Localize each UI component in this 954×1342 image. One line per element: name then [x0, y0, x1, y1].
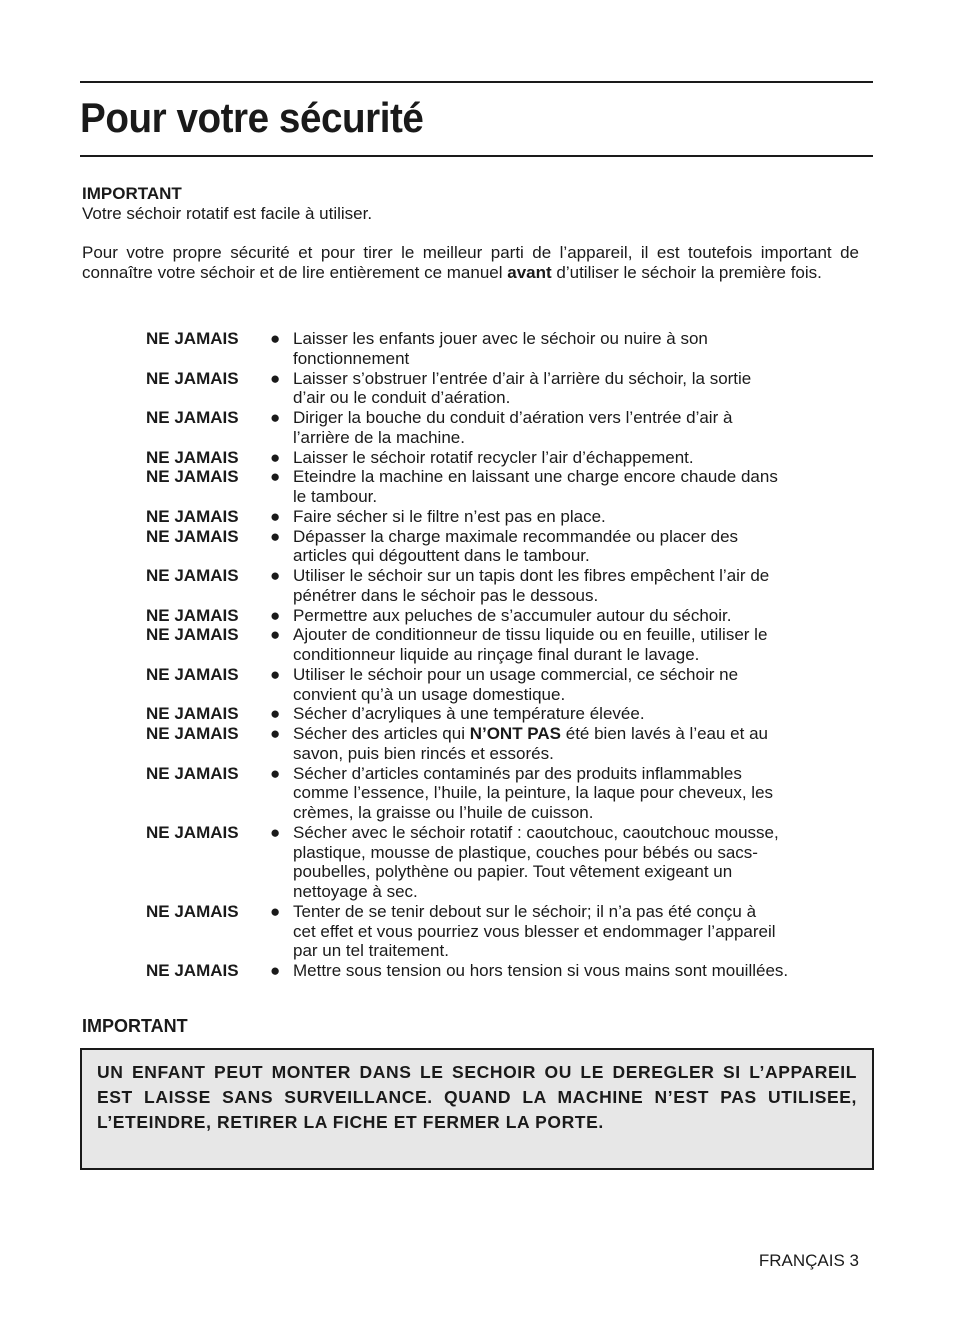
warning-item [146, 704, 870, 724]
bullet-icon: ● [270, 566, 281, 585]
warning-label: NE JAMAIS [146, 526, 239, 546]
warning-item [146, 961, 870, 981]
warning-text: Utiliser le séchoir pour un usage commercial, ce séchoir ne convient qu’à un usage domestique. [293, 664, 739, 704]
warning-item [146, 507, 870, 527]
warning-label: NE JAMAIS [146, 605, 239, 625]
warning-label: NE JAMAIS [146, 763, 239, 783]
warning-label: NE JAMAIS [146, 447, 239, 467]
warning-label: NE JAMAIS [146, 664, 239, 684]
warning-text-end: été bien lavés à l’eau et au savon, puis bien rincés et essorés. [293, 724, 768, 763]
bullet-icon: ● [270, 605, 281, 625]
bullet-icon: ● [270, 329, 281, 348]
intro-paragraph-end: d’utiliser le séchoir la première fois. [551, 263, 822, 282]
bullet-icon: ● [270, 368, 281, 388]
warning-text: Sécher d’acryliques à une température élevée. [293, 704, 645, 724]
page-number: FRANÇAIS 3 [758, 1251, 859, 1270]
warning-item [146, 764, 870, 823]
warning-item [146, 566, 870, 606]
warning-text: Laisser les enfants jouer avec le séchoir ou nuire à son fonctionnement [293, 329, 708, 368]
warning-text: Dépasser la charge maximale recommandée ou placer des articles qui dégouttent dans le tambour. [293, 526, 739, 566]
warning-label: NE JAMAIS [146, 961, 239, 980]
warning-item [146, 823, 870, 902]
bullet-icon: ● [270, 724, 281, 743]
warning-text: Laisser le séchoir rotatif recycler l’air d’échappement. [293, 447, 694, 467]
warning-label: NE JAMAIS [146, 467, 239, 487]
warning-text-emphasis: N’ONT PAS [469, 724, 562, 743]
notice-heading: IMPORTANT [82, 1016, 188, 1036]
warning-label: NE JAMAIS [146, 704, 239, 724]
title-bottom-rule [80, 155, 873, 157]
bullet-icon: ● [270, 822, 281, 842]
warning-label: NE JAMAIS [146, 506, 239, 526]
bullet-icon: ● [270, 506, 281, 526]
bullet-icon: ● [270, 447, 281, 467]
warning-item [146, 665, 870, 705]
warning-item [146, 724, 870, 764]
bullet-icon: ● [270, 526, 281, 546]
warning-item [146, 467, 870, 507]
warning-item [146, 369, 870, 409]
bullet-icon: ● [270, 901, 281, 921]
warning-label: NE JAMAIS [146, 368, 239, 388]
bullet-icon: ● [270, 961, 281, 980]
warning-text-start: Sécher des articles qui [293, 724, 470, 743]
warning-text: Permettre aux peluches de s’accumuler autour du séchoir. [293, 605, 732, 625]
warning-item [146, 329, 870, 369]
child-safety-notice: UN ENFANT PEUT MONTER DANS LE SECHOIR OU LE DEREGLER SI L’APPAREIL EST LAISSE SANS SURVEILLANCE. QUAND LA MACHINE N’EST PAS UTILISEE, L’ETEINDRE, RETIRER LA FICHE ET FERMER LA PORTE. [80, 1048, 874, 1170]
warning-text: Utiliser le séchoir sur un tapis dont les fibres empêchent l’air de pénétrer dans le séchoir pas le dessous. [293, 566, 770, 605]
warning-label: NE JAMAIS [146, 625, 239, 645]
warning-label: NE JAMAIS [146, 408, 239, 427]
warning-label: NE JAMAIS [146, 566, 239, 585]
warning-label: NE JAMAIS [146, 822, 239, 842]
bullet-icon: ● [270, 467, 281, 487]
warning-item [146, 527, 870, 567]
warning-text: Faire sécher si le filtre n’est pas en place. [293, 506, 606, 526]
warning-text: Diriger la bouche du conduit d’aération vers l’entrée d’air à l’arrière de la machine. [293, 408, 733, 447]
intro-paragraph-start: Pour votre propre sécurité et pour tirer le meilleur parti de l’appareil, il est toutefois important de connaître votre séchoir et de lire entièrement ce manuel [82, 243, 859, 282]
intro-heading: IMPORTANT [82, 184, 182, 203]
warning-text: Eteindre la machine en laissant une charge encore chaude dans le tambour. [293, 467, 778, 506]
bullet-icon: ● [270, 704, 281, 724]
warning-item [146, 448, 870, 468]
intro-paragraph-emphasis: avant [507, 263, 552, 282]
intro-paragraph [82, 243, 859, 283]
warning-text [293, 724, 870, 764]
bullet-icon: ● [270, 408, 281, 427]
title-top-rule [80, 81, 873, 83]
warning-item [146, 408, 870, 448]
warning-text: Sécher avec le séchoir rotatif : caoutchouc, caoutchouc mousse, plastique, mousse de plastique, couches pour bébés ou sacs- poubelles, polythène ou papier. Tout vêtement exigeant un nettoyage à sec. [293, 822, 779, 901]
warnings-list [146, 329, 870, 981]
warning-text: Laisser s’obstruer l’entrée d’air à l’arrière du séchoir, la sortie d’air ou le conduit d’aération. [293, 368, 752, 408]
warning-item [146, 902, 870, 961]
warning-text: Sécher d’articles contaminés par des produits inflammables comme l’essence, l’huile, la peinture, la laque pour cheveux, les crèmes, la graisse ou l’huile de cuisson. [293, 763, 774, 822]
warning-label: NE JAMAIS [146, 724, 239, 743]
warning-text: Tenter de se tenir debout sur le séchoir; il n’a pas été conçu à cet effet et vous pourriez vous blesser et endommager l’appareil par un tel traitement. [293, 901, 776, 961]
warning-label: NE JAMAIS [146, 901, 239, 921]
bullet-icon: ● [270, 664, 281, 684]
warning-item [146, 625, 870, 665]
bullet-icon: ● [270, 625, 281, 645]
bullet-icon: ● [270, 763, 281, 783]
warning-item [146, 606, 870, 626]
page-title: Pour votre sécurité [80, 94, 424, 141]
warning-label: NE JAMAIS [146, 329, 239, 348]
intro-line: Votre séchoir rotatif est facile à utiliser. [82, 204, 373, 223]
warning-text: Mettre sous tension ou hors tension si vous mains sont mouillées. [293, 961, 789, 980]
warning-text: Ajouter de conditionneur de tissu liquide ou en feuille, utiliser le conditionneur liquide au rinçage final durant le lavage. [293, 625, 768, 664]
